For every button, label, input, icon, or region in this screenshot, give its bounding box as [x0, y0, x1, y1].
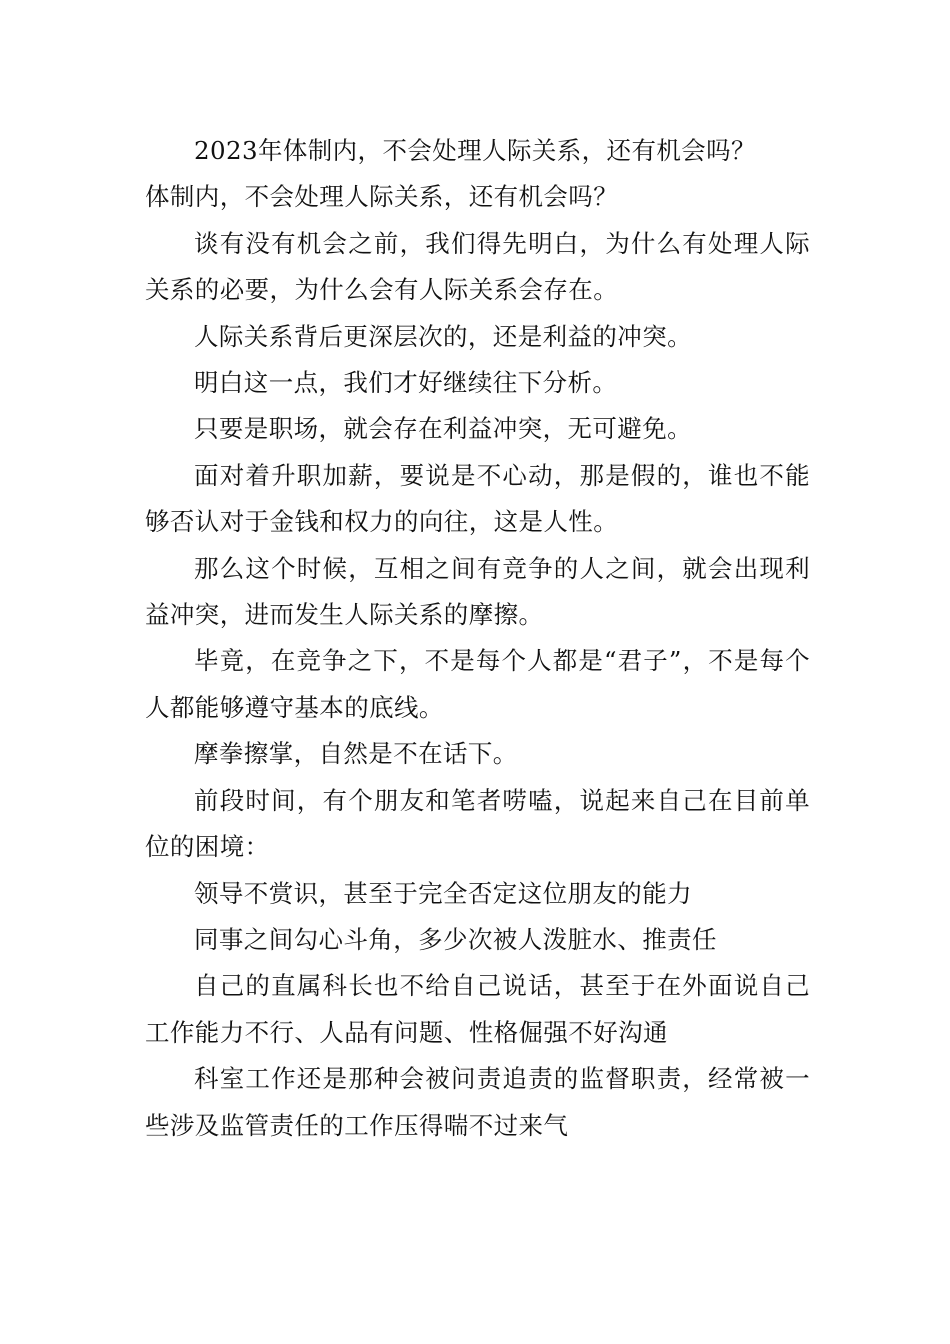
paragraph: 毕竟，在竞争之下，不是每个人都是“君子”，不是每个人都能够遵守基本的底线。	[145, 646, 810, 722]
paragraph: 摩拳擦掌，自然是不在话下。	[194, 739, 518, 769]
paragraph: 领导不赏识，甚至于完全否定这位朋友的能力	[194, 878, 692, 908]
paragraph: 前段时间，有个朋友和笔者唠嗑，说起来自己在目前单位的困境：	[145, 785, 810, 862]
paragraph: 只要是职场，就会存在利益冲突，无可避免。	[194, 414, 692, 444]
paragraph: 那么这个时候，互相之间有竞争的人之间，就会出现利益冲突，进而发生人际关系的摩擦。	[145, 553, 810, 630]
paragraph: 面对着升职加薪，要说是不心动，那是假的，谁也不能够否认对于金钱和权力的向往，这是人性。	[145, 460, 810, 537]
paragraph: 明白这一点，我们才好继续往下分析。	[194, 368, 618, 398]
paragraph: 谈有没有机会之前，我们得先明白，为什么有处理人际关系的必要，为什么会有人际关系会存在。	[145, 228, 810, 305]
document-body	[145, 128, 810, 1149]
paragraph: 人际关系背后更深层次的，还是利益的冲突。	[194, 321, 692, 351]
paragraph: 自己的直属科长也不给自己说话，甚至于在外面说自己工作能力不行、人品有问题、性格倔强不好沟通	[145, 971, 810, 1047]
paragraph: 科室工作还是那种会被问责追责的监督职责，经常被一些涉及监管责任的工作压得喘不过来气	[145, 1064, 810, 1140]
paragraph: 同事之间勾心斗角，多少次被人泼脏水、推责任	[194, 924, 717, 954]
document-title: 2023年体制内，不会处理人际关系，还有机会吗？	[194, 136, 756, 165]
paragraph: 体制内，不会处理人际关系，还有机会吗？	[145, 182, 619, 212]
